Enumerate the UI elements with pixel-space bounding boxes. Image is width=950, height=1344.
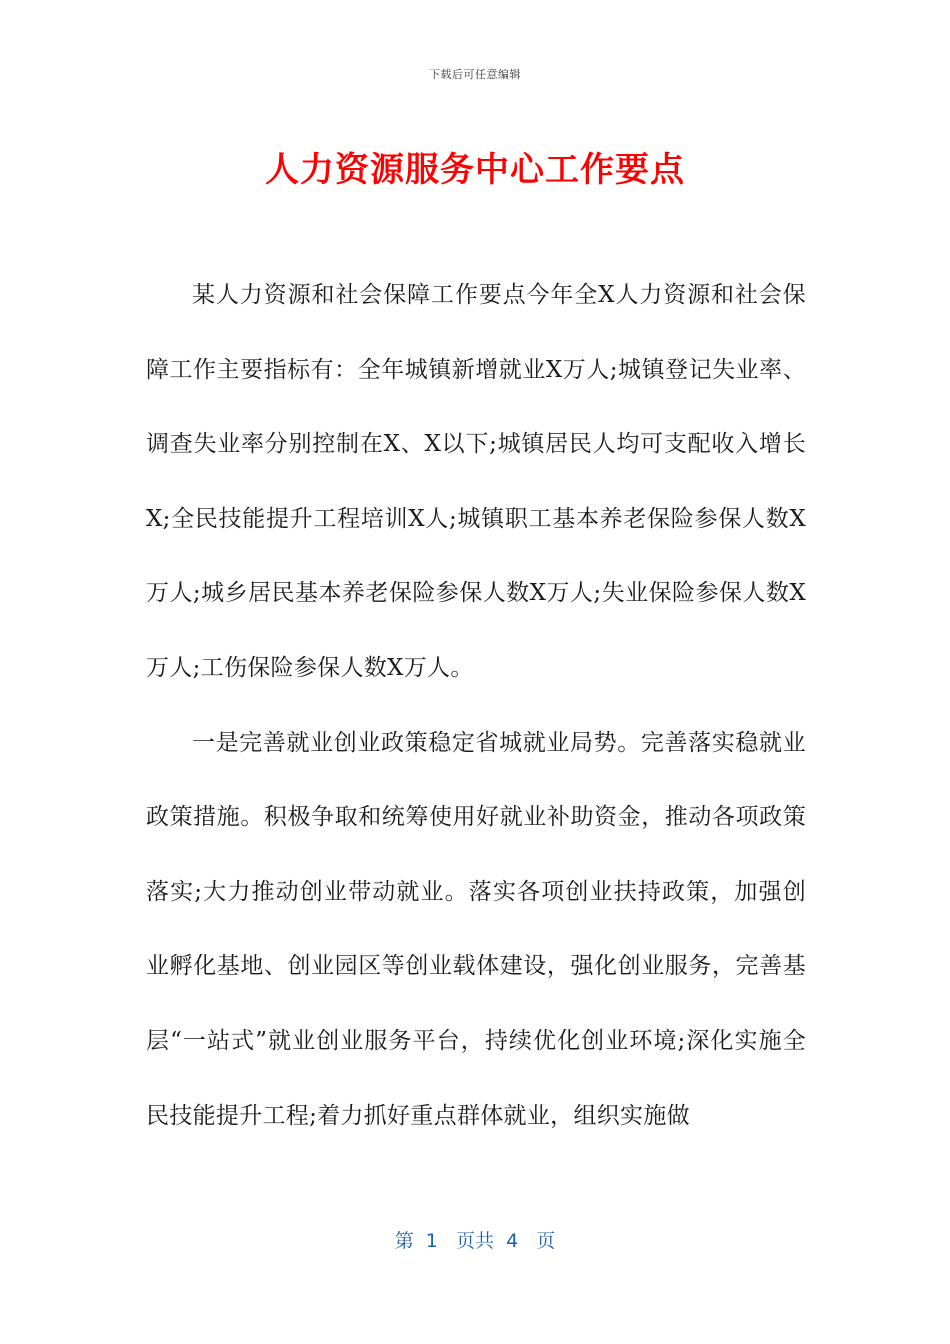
document-title: 人力资源服务中心工作要点 [265, 150, 685, 190]
page-number-footer: 第 1 页共 4 页 [394, 1230, 556, 1252]
paragraph-employment-policy: 一是完善就业创业政策稳定省城就业局势。完善落实稳就业政策措施。积极争取和统筹使用好就业补助资金，推动各项政策落实;大力推动创业带动就业。落实各项创业扶持政策，加强创业孵化基地、创业园区等创业载体建设，强化创业服务，完善基层“一站式”就业创业服务平台，持续优化创业环境;深化实施全民技能提升工程;着力抓好重点群体就业，组织实施做 [146, 729, 806, 1129]
header-note: 下载后可任意编辑 [429, 68, 521, 81]
paragraph-indicators: 某人力资源和社会保障工作要点今年全X人力资源和社会保障工作主要指标有：全年城镇新增就业X万人;城镇登记失业率、调查失业率分别控制在X、X以下;城镇居民人均可支配收入增长X;全民技能提升工程培训X人;城镇职工基本养老保险参保人数X万人;城乡居民基本养老保险参保人数X万人;失业保险参保人数X万人;工伤保险参保人数X万人。 [146, 282, 806, 681]
document-body [146, 258, 806, 1153]
